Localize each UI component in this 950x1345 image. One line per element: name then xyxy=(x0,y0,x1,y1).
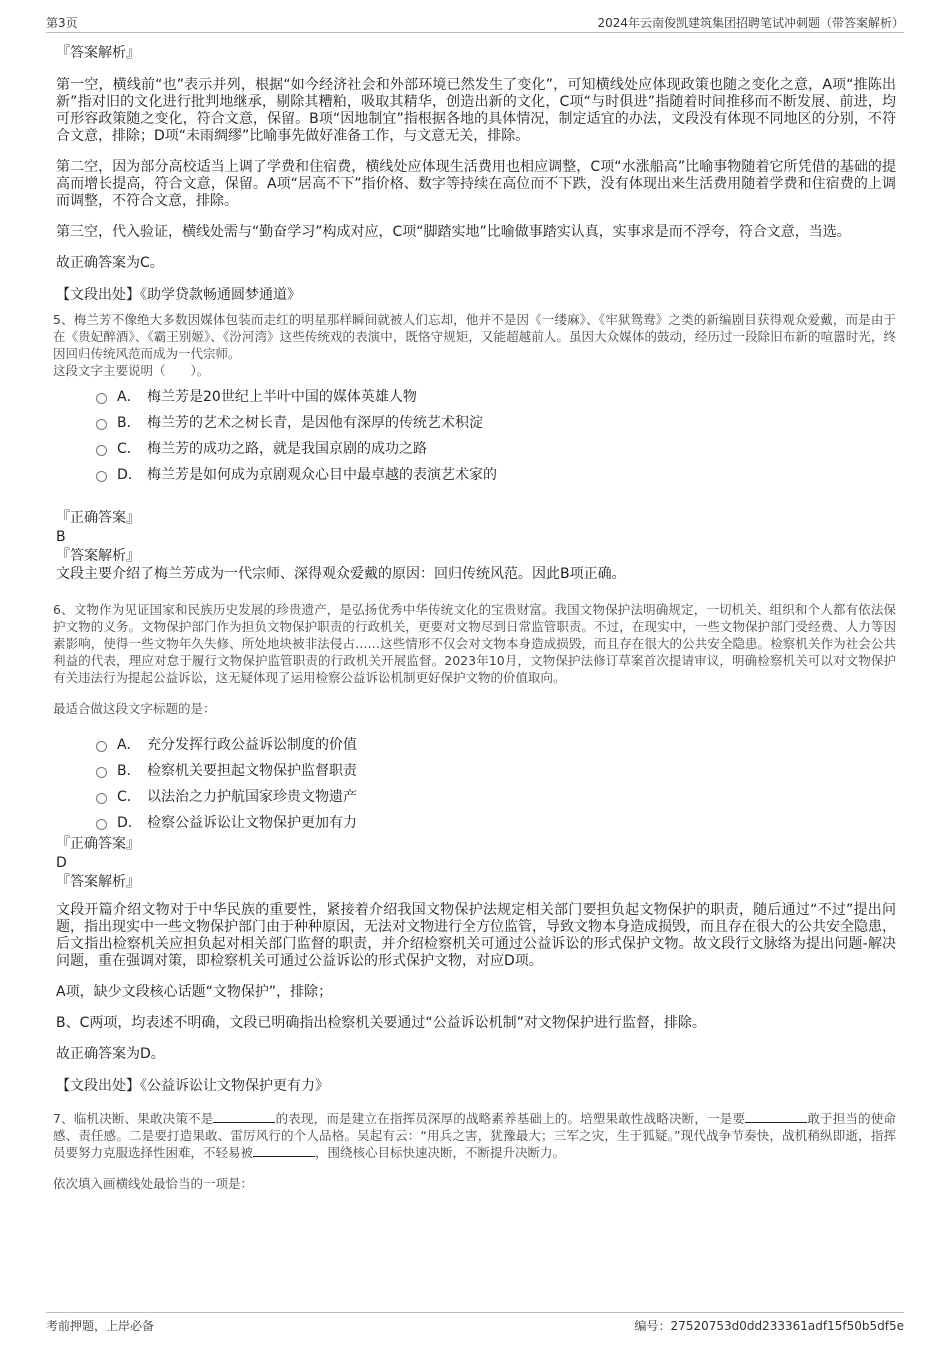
document-title: 2024年云南俊凯建筑集团招聘笔试冲刺题（带答案解析） xyxy=(597,16,904,30)
option-text: 充分发挥行政公益诉讼制度的价值 xyxy=(147,737,357,753)
q4-conclusion: 故正确答案为C。 xyxy=(56,255,164,271)
q6-analysis-paragraph-3: B、C两项，均表述不明确，文段已明确指出检察机关要通过“公益诉讼机制”对文物保护进行监督，排除。 xyxy=(56,1015,706,1031)
option-letter: A． xyxy=(117,737,141,753)
page-header xyxy=(46,10,904,33)
footer-motto: 考前押题，上岸必备 xyxy=(46,1319,155,1333)
option-letter: C． xyxy=(117,441,141,457)
q6-option-c[interactable] xyxy=(96,783,896,809)
option-letter: D． xyxy=(117,467,142,483)
option-letter: A． xyxy=(117,389,141,405)
option-letter: C． xyxy=(117,789,141,805)
q6-analysis-paragraph-2: A项，缺少文段核心话题“文物保护”，排除； xyxy=(56,984,333,1000)
q6-correct-label: 『正确答案』 xyxy=(56,836,140,852)
q7-stem-part-3: 敢于担当的使命感、责任感。二是要打造果敢、雷厉风行的个人品格。吴起有云：“用兵之害，犹豫最大；三军之灾，生于狐疑。”现代战争节奏快，战机稍纵即逝，指挥员要努力克服选择性困难，不轻易被 xyxy=(53,1111,896,1160)
q4-analysis-label: 『答案解析』 xyxy=(56,45,140,61)
q5-option-a[interactable] xyxy=(96,383,896,409)
q7-stem-part-4: ，围绕核心目标快速决断，不断提升决断力。 xyxy=(315,1145,566,1160)
q6-option-b[interactable] xyxy=(96,757,896,783)
q5-analysis: 文段主要介绍了梅兰芳成为一代宗师、深得观众爱戴的原因：回归传统风范。因此B项正确。 xyxy=(56,566,626,582)
q6-stem: 6、文物作为见证国家和民族历史发展的珍贵遗产，是弘扬优秀中华传统文化的宝贵财富。我国文物保护法明确规定，一切机关、组织和个人都有依法保护文物的义务。文物保护部门作为担负文物保护职责的行政机关，更要对文物尽到日常监管职责。不过，在现实中，一些文物保护部门受经费、人力等因素影响，使得一些文物年久失修、所处地块被非法侵占……这些情形不仅会对文物本身造成损毁，而且存在很大的公共安全隐患。检察机关作为社会公共利益的代表，理应对怠于履行文物保护监管职责的行政机关开展监督。2023年10月，文物保护法修订草案首次提请审议，明确检察机关可以对文物保护有关违法行为提起公益诉讼，这无疑体现了运用检察公益诉讼机制更好保护文物的价值取向。 xyxy=(53,602,896,685)
option-text: 梅兰芳是如何成为京剧观众心目中最卓越的表演艺术家的 xyxy=(147,467,497,483)
option-letter: D． xyxy=(117,815,142,831)
document-serial: 编号：27520753d0dd233361adf15f50b5df5e xyxy=(634,1319,904,1333)
q7-stem xyxy=(53,1110,896,1161)
q7-stem-part-1: 7、临机决断、果敢决策不是 xyxy=(53,1111,214,1126)
q5-analysis-label: 『答案解析』 xyxy=(56,548,140,564)
option-text: 梅兰芳的艺术之树长青，是因他有深厚的传统艺术积淀 xyxy=(147,415,483,431)
q7-blank-1 xyxy=(213,1110,275,1123)
radio-icon[interactable] xyxy=(96,819,107,830)
q5-correct-label: 『正确答案』 xyxy=(56,510,140,526)
option-text: 梅兰芳的成功之路，就是我国京剧的成功之路 xyxy=(147,441,427,457)
q7-blank-2 xyxy=(745,1110,807,1123)
q6-analysis-label: 『答案解析』 xyxy=(56,874,140,890)
q6-options xyxy=(96,731,896,835)
q5-option-d[interactable] xyxy=(96,461,896,487)
page-number: 第3页 xyxy=(46,16,78,30)
q4-analysis-paragraph-3: 第三空，代入验证，横线处需与“勤奋学习”构成对应，C项“脚踏实地”比喻做事踏实认真，实事求是而不浮夸，符合文意，当选。 xyxy=(56,224,851,240)
q4-source: 【文段出处】《助学贷款畅通圆梦通道》 xyxy=(56,287,301,303)
q6-analysis-paragraph-1: 文段开篇介绍文物对于中华民族的重要性，紧接着介绍我国文物保护法规定相关部门要担负起文物保护的职责，随后通过“不过”提出问题，指出现实中一些文物保护部门由于种种原因，无法对文物进行全方位监管，导致文物本身造成损毁，而且存在很大的公共安全隐患，后文指出检察机关应担负起对相关部门监督的职责，并介绍检察机关可通过公益诉讼的形式保护文物。故文段行文脉络为提出问题-解决问题，重在强调对策，即检察机关可通过公益诉讼的形式保护文物，对应D项。 xyxy=(56,902,896,969)
q5-stem: 5、梅兰芳不像绝大多数因媒体包装而走红的明星那样瞬间就被人们忘却，他并不是因《一缕麻》、《牢狱鸳鸯》之类的新编剧目获得观众爱戴，而是由于在《贵妃醉酒》、《霸王别姬》、《汾河湾》这些传统戏的表演中，既恪守规矩，又能超越前人。虽因大众媒体的鼓动，经历过一段除旧布新的喧嚣时光，终因回归传统风范而成为一代宗师。 xyxy=(53,312,896,361)
page-footer xyxy=(46,1312,904,1335)
option-text: 以法治之力护航国家珍贵文物遗产 xyxy=(147,789,357,805)
q6-prompt: 最适合做这段文字标题的是： xyxy=(53,701,216,716)
q6-source: 【文段出处】《公益诉讼让文物保护更有力》 xyxy=(56,1078,329,1094)
option-text: 梅兰芳是20世纪上半叶中国的媒体英雄人物 xyxy=(147,389,417,405)
radio-icon[interactable] xyxy=(96,419,107,430)
q6-option-a[interactable] xyxy=(96,731,896,757)
q7-blank-3 xyxy=(253,1144,315,1157)
q5-options xyxy=(96,383,896,487)
q5-option-c[interactable] xyxy=(96,435,896,461)
q4-analysis-paragraph-2: 第二空，因为部分高校适当上调了学费和住宿费，横线处应体现生活费用也相应调整，C项“水涨船高”比喻事物随着它所凭借的基础的提高而增长提高，符合文意，保留。A项“居高不下”指价格、数字等持续在高位而不下跌，没有体现出来生活费用随着学费和住宿费的上调而调整，不符合文意，排除。 xyxy=(56,159,896,209)
q6-option-d[interactable] xyxy=(96,809,896,835)
q7-prompt: 依次填入画横线处最恰当的一项是： xyxy=(53,1176,254,1191)
radio-icon[interactable] xyxy=(96,393,107,404)
option-letter: B． xyxy=(117,763,141,779)
q6-correct-answer: D xyxy=(56,855,67,871)
q7-stem-part-2: 的表现，而是建立在指挥员深厚的战略素养基础上的。培塑果敢性战略决断，一是要 xyxy=(275,1111,746,1126)
radio-icon[interactable] xyxy=(96,471,107,482)
option-text: 检察机关要担起文物保护监督职责 xyxy=(147,763,357,779)
radio-icon[interactable] xyxy=(96,767,107,778)
option-letter: B． xyxy=(117,415,141,431)
radio-icon[interactable] xyxy=(96,741,107,752)
page-content xyxy=(53,44,896,1192)
q5-prompt: 这段文字主要说明（ ）。 xyxy=(53,363,210,378)
q5-option-b[interactable] xyxy=(96,409,896,435)
q6-conclusion: 故正确答案为D。 xyxy=(56,1046,165,1062)
radio-icon[interactable] xyxy=(96,445,107,456)
option-text: 检察公益诉讼让文物保护更加有力 xyxy=(147,815,357,831)
q5-correct-answer: B xyxy=(56,529,66,545)
q4-analysis-paragraph-1: 第一空，横线前“也”表示并列，根据“如今经济社会和外部环境已然发生了变化”，可知横线处应体现政策也随之变化之意，A项“推陈出新”指对旧的文化进行批判地继承，剔除其糟粕，吸取其精华，创造出新的文化，C项“与时俱进”指随着时间推移而不断发展、前进，均可形容政策随之变化，符合文意，保留。B项“因地制宜”指根据各地的具体情况，制定适宜的办法，文段没有体现不同地区的分别，不符合文意，排除；D项“未雨绸缪”比喻事先做好准备工作，与文意无关，排除。 xyxy=(56,77,896,144)
radio-icon[interactable] xyxy=(96,793,107,804)
